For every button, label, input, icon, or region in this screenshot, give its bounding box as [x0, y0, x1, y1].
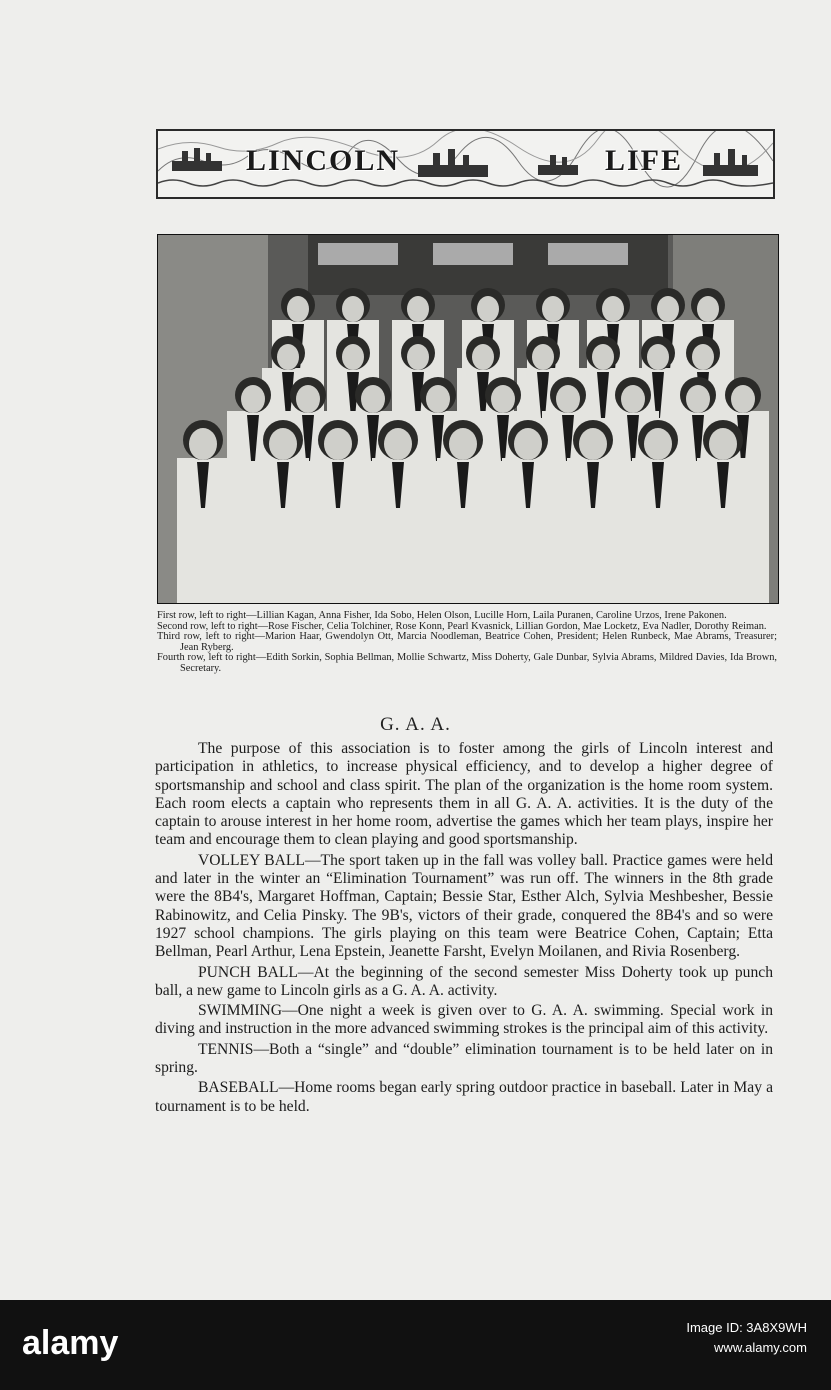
girl-face: [592, 344, 614, 370]
girl-face: [407, 296, 429, 322]
girl-face: [296, 385, 320, 413]
alamy-logo: alamy: [22, 1324, 119, 1362]
paragraph-punch-ball: PUNCH BALL—At the beginning of the second semester Miss Doherty took up punch ball, a new game to Lincoln girls as a G. A. A. activity.: [155, 963, 773, 999]
photo-caption: [157, 611, 777, 675]
paragraph-volley-ball: VOLLEY BALL—The sport taken up in the fall was volley ball. Practice games were held and later in the winter an “Elimination Tournament” was run off. The winners in the 8th grade were the 8B4's, Margaret Hoffman, Captain; Bessie Star, Esther Alch, Sylvia Meshbesher, Bessie Rabinowitz, and Celia Pinsky. The 9B's, victors of their grade, conquered the 8B4's and so were 1927 school champions. The girls playing on this team were Beatrice Cohen, Captain; Etta Bellman, Pearl Arthur, Lena Epstein, Jeanette Farsht, Evelyn Moilanen, and Rivia Rosenberg.: [155, 851, 773, 961]
girl-face: [579, 428, 607, 460]
girl-face: [407, 344, 429, 370]
caption-third-row: Third row, left to right—Marion Haar, Gwendolyn Ott, Marcia Noodleman, Beatrice Cohen, President; Helen Runbeck, Mae Abrams, Treasurer; Jean Ryberg.: [157, 631, 777, 653]
caption-second-row: Second row, left to right—Rose Fischer, Celia Tolchiner, Rose Konn, Pearl Kvasnick, Lillian Gordon, Mae Locketz, Eva Nadler, Dorothy Reiman.: [157, 620, 767, 632]
image-id: Image ID: 3A8X9WH: [686, 1320, 807, 1335]
girl-face: [449, 428, 477, 460]
caption-first-row: First row, left to right—Lillian Kagan, Anna Fisher, Ida Sobo, Helen Olson, Lucille Horn, Laila Puranen, Caroline Urzos, Irene Pakonen.: [157, 610, 727, 621]
girl-face: [477, 296, 499, 322]
girl-face: [384, 428, 412, 460]
girl-face: [342, 296, 364, 322]
girl-face: [361, 385, 385, 413]
girl-face: [621, 385, 645, 413]
girl-face: [514, 428, 542, 460]
girl-face: [269, 428, 297, 460]
girl-face: [426, 385, 450, 413]
image-id-block: [686, 1318, 807, 1358]
banner-right-word: LIFE: [605, 144, 684, 177]
girl-face: [731, 385, 755, 413]
girl-face: [491, 385, 515, 413]
girl-face: [241, 385, 265, 413]
girl-face: [277, 344, 299, 370]
girl-face: [189, 428, 217, 460]
paragraph-purpose: The purpose of this association is to foster among the girls of Lincoln interest and participation in athletics, to increase physical efficiency, and to develop a higher degree of sportsmanship and school and class spirit. The plan of the organization is the home room system. Each room elects a captain who represents them in all G. A. A. activities. It is the duty of the captain to arouse interest in her home room, advertise the games which her team plays, inspire her team and encourage them to clean playing and good sportsmanship.: [155, 740, 773, 849]
girl-face: [697, 296, 719, 322]
girl-face: [542, 296, 564, 322]
girl-face: [472, 344, 494, 370]
article-body: [155, 740, 773, 1118]
ship-mid-icon: [538, 155, 578, 175]
girl-face: [532, 344, 554, 370]
girl-face: [647, 344, 669, 370]
stock-footer: [0, 1300, 831, 1390]
girl-face: [342, 344, 364, 370]
team-photo: [157, 234, 779, 604]
team-photo-graphic: [158, 235, 778, 603]
site-url: www.alamy.com: [714, 1340, 807, 1355]
ship-right-icon: [703, 149, 758, 176]
girl-face: [709, 428, 737, 460]
girl-face: [686, 385, 710, 413]
lincoln-life-banner: [156, 129, 775, 199]
paragraph-tennis: TENNIS—Both a “single” and “double” elimination tournament is to be held later on in spring.: [155, 1040, 773, 1077]
girl-face: [556, 385, 580, 413]
ship-left-icon: [172, 148, 222, 171]
girl-face: [644, 428, 672, 460]
girl-face: [287, 296, 309, 322]
girl-face: [657, 296, 679, 322]
paragraph-baseball: BASEBALL—Home rooms began early spring outdoor practice in baseball. Later in May a tournament is to be held.: [155, 1079, 773, 1115]
girl-face: [692, 344, 714, 370]
ship-center-icon: [418, 149, 488, 177]
girl-face: [324, 428, 352, 460]
paragraph-swimming: SWIMMING—One night a week is given over to G. A. A. swimming. Special work in diving and instruction in the more advanced swimming strokes is the principal aim of this activity.: [155, 1002, 773, 1038]
girl-face: [602, 296, 624, 322]
section-heading: G. A. A.: [380, 714, 451, 735]
banner-left-word: LINCOLN: [246, 144, 401, 177]
caption-fourth-row: Fourth row, left to right—Edith Sorkin, Sophia Bellman, Mollie Schwartz, Miss Doherty, Gale Dunbar, Sylvia Abrams, Mildred Davies, Ida Brown, Secretary.: [157, 652, 777, 674]
